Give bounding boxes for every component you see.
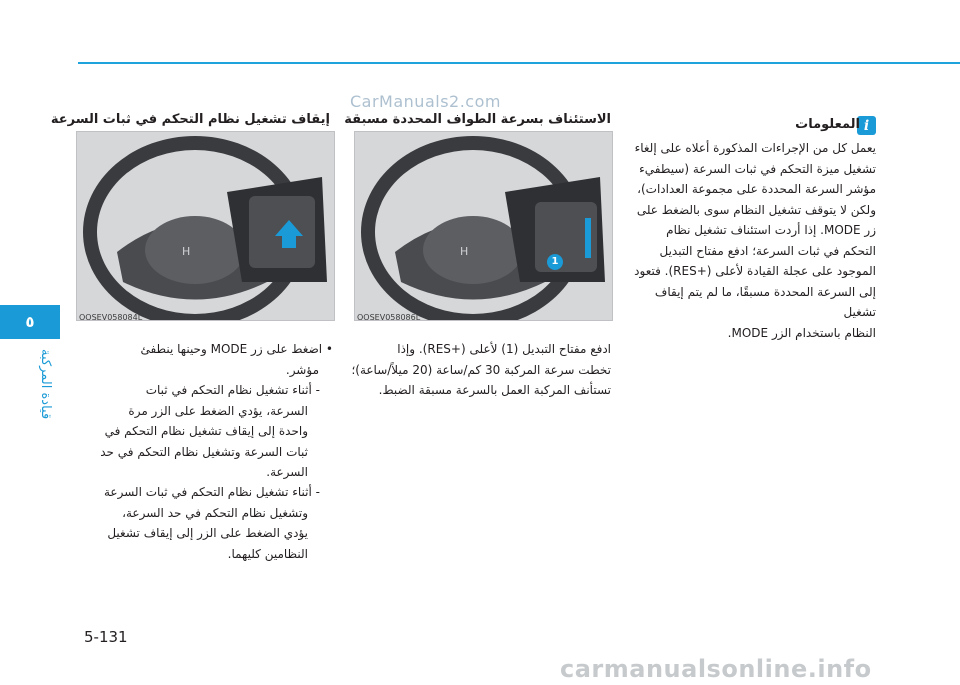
dash-marker: -	[315, 383, 320, 397]
steering-wheel-middle-drawing	[355, 132, 612, 320]
dash-line	[90, 380, 320, 401]
info-line: إلى السرعة المحددة مسبقًا، ما لم يتم إيقاف تشغيل	[654, 284, 876, 319]
info-line: النظام باستخدام الزر MODE.	[727, 325, 876, 340]
image-caption-middle: OOSEV058086L	[357, 313, 421, 322]
info-line: مؤشر السرعة المحددة على مجموعة العدادات)،	[637, 182, 876, 196]
info-line: ولكن لا يتوقف تشغيل النظام سوى بالضغط على	[636, 202, 876, 217]
bullet-item	[93, 339, 333, 380]
watermark-bottom: carmanualsonline.info	[560, 655, 872, 683]
dash-line: ثبات السرعة وتشغيل نظام التحكم في حد	[100, 444, 308, 459]
page-number: 5-131	[84, 628, 128, 646]
bullet-line: مؤشر.	[285, 362, 319, 377]
steering-wheel-left-drawing	[77, 132, 334, 320]
dash-line: واحدة إلى إيقاف تشغيل نظام التحكم في	[104, 424, 308, 438]
dash-line: النظامين كليهما.	[227, 546, 308, 561]
image-caption-left: OOSEV058084L	[79, 313, 143, 322]
bullet-line	[93, 339, 333, 360]
chapter-tab: ٥	[0, 305, 60, 339]
middle-heading: الاستئناف بسرعة الطواف المحددة مسبقة	[344, 112, 611, 127]
dash-text: أثناء تشغيل نظام التحكم في ثبات السرعة	[104, 485, 312, 499]
info-icon: i	[857, 116, 876, 135]
info-line: يعمل كل من الإجراءات المذكورة أعلاه على إلغاء	[634, 141, 876, 155]
dash-line	[90, 482, 320, 503]
middle-line: تخطت سرعة المركبة 30 كم/ساعة (20 ميلاً/ساعة)؛	[351, 362, 611, 377]
middle-paragraph	[351, 339, 611, 401]
info-line: تشغيل ميزة التحكم في ثبات السرعة (سيطفيء	[639, 161, 876, 176]
steering-wheel-image-middle	[354, 131, 613, 321]
top-rule	[78, 62, 960, 64]
dash-line: وتشغيل نظام التحكم في حد السرعة،	[122, 505, 308, 520]
middle-line: ادفع مفتاح التبديل (1) لأعلى (+RES). وإذا	[397, 342, 611, 356]
info-line: زر MODE. إذا أردت استئناف تشغيل نظام	[666, 223, 876, 237]
dash-line: السرعة.	[266, 465, 308, 479]
chapter-label: قيادة المركبة	[38, 348, 53, 420]
middle-line: تستأنف المركبة العمل بالسرعة مسبقة الضبط.	[378, 383, 611, 397]
dash-marker: -	[315, 485, 320, 499]
dash-text: أثناء تشغيل نظام التحكم في ثبات	[145, 383, 312, 397]
dash-line: السرعة، يؤدي الضغط على الزر مرة	[128, 403, 308, 418]
dash-line: يؤدي الضغط على الزر إلى إيقاف تشغيل	[107, 526, 308, 540]
info-line: التحكم في ثبات السرعة؛ ادفع مفتاح التبديل	[659, 243, 876, 258]
info-heading: المعلومات	[795, 117, 860, 132]
dash-item-1	[90, 380, 320, 483]
info-line: الموجود على عجلة القيادة لأعلى (+RES). فتعود	[634, 264, 876, 278]
callout-number: 1	[551, 256, 559, 267]
dash-item-2	[90, 482, 320, 564]
svg-text:H: H	[182, 245, 191, 258]
steering-wheel-image-left	[76, 131, 335, 321]
left-heading: إيقاف تشغيل نظام التحكم في ثبات السرعة	[50, 112, 330, 127]
watermark-top: CarManuals2.com	[350, 92, 501, 111]
info-paragraph	[626, 138, 876, 343]
svg-text:H: H	[460, 245, 469, 258]
bullet-marker: •	[325, 342, 333, 356]
bullet-text: اضغط على زر MODE وحينها ينطفئ	[140, 342, 323, 356]
